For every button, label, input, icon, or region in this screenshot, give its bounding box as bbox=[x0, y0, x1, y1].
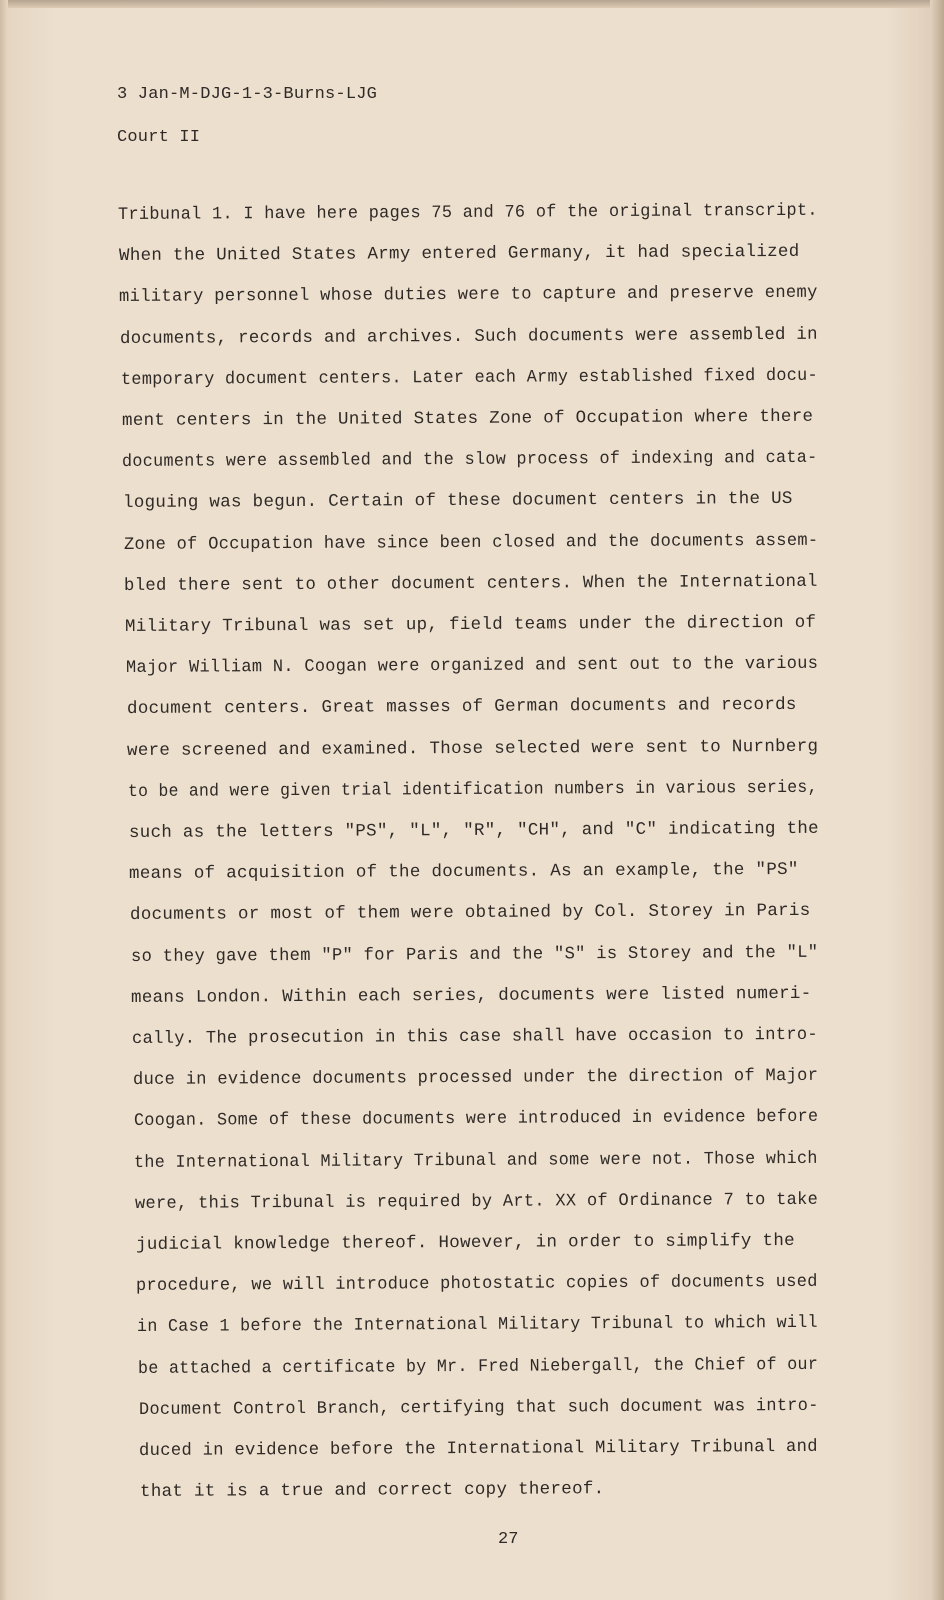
transcript-line: document centers. Great masses of German documents and records bbox=[126, 695, 797, 720]
paper-top-edge bbox=[0, 0, 944, 8]
transcript-line: loguing was begun. Certain of these document centers in the US bbox=[122, 489, 793, 514]
transcript-line: bled there sent to other document centers. When the International bbox=[124, 571, 819, 596]
court-label: Court II bbox=[117, 128, 201, 147]
transcript-line: that it is a true and correct copy thereof. bbox=[139, 1479, 605, 1503]
paper-right-edge bbox=[930, 0, 944, 1600]
transcript-line: to be and were given trial identification numbers in various series, bbox=[127, 777, 818, 802]
transcript-line: duced in evidence before the International Military Tribunal and bbox=[139, 1436, 819, 1461]
transcript-line: means of acquisition of the documents. As an example, the "PS" bbox=[129, 860, 800, 885]
transcript-line: documents were assembled and the slow process of indexing and cata- bbox=[122, 447, 818, 473]
transcript-line: duce in evidence documents processed under the direction of Major bbox=[132, 1066, 819, 1091]
transcript-line: Military Tribunal was set up, field teams under the direction of bbox=[125, 612, 817, 637]
transcript-line: Major William N. Coogan were organized and sent out to the various bbox=[125, 653, 819, 679]
transcript-line: procedure, we will introduce photostatic copies of documents used bbox=[136, 1272, 819, 1297]
page-number: 27 bbox=[498, 1530, 519, 1549]
transcript-line: temporary document centers. Later each Army established fixed docu- bbox=[120, 365, 818, 390]
transcript-line: so they gave them "P" for Paris and the "S" is Storey and the "L" bbox=[130, 942, 819, 967]
transcript-line: Tribunal 1. I have here pages 75 and 76 of the original transcript. bbox=[117, 200, 818, 225]
transcript-line: judicial knowledge thereof. However, in order to simplify the bbox=[135, 1230, 795, 1255]
transcript-line: were, this Tribunal is required by Art. XX of Ordinance 7 to take bbox=[134, 1189, 819, 1214]
transcript-line: the International Military Tribunal and some were not. Those which bbox=[134, 1148, 819, 1173]
transcript-line: cally. The prosecution in this case shall have occasion to intro- bbox=[132, 1024, 819, 1049]
transcript-line: in Case 1 before the International Military Tribunal to which will bbox=[137, 1313, 819, 1338]
transcript-line: documents or most of them were obtained by Col. Storey in Paris bbox=[130, 901, 811, 926]
paper-left-edge bbox=[0, 0, 8, 1600]
transcript-line: Zone of Occupation have since been closed and the documents assem- bbox=[123, 530, 819, 555]
transcript-line: documents, records and archives. Such documents were assembled in bbox=[120, 324, 819, 349]
transcript-line: such as the letters "PS", "L", "R", "CH", and "C" indicating the bbox=[128, 818, 819, 843]
transcript-line: military personnel whose duties were to capture and preserve enemy bbox=[119, 283, 819, 308]
transcript-line: be attached a certificate by Mr. Fred Niebergall, the Chief of our bbox=[137, 1354, 819, 1379]
transcript-line: Document Control Branch, certifying that such document was intro- bbox=[138, 1395, 819, 1420]
transcript-line: means London. Within each series, documents were listed numeri- bbox=[131, 983, 813, 1008]
transcript-line: When the United States Army entered Germany, it had specialized bbox=[118, 242, 800, 267]
transcript-line: were screened and examined. Those selected were sent to Nurnberg bbox=[127, 736, 819, 761]
document-reference: 3 Jan-M-DJG-1-3-Burns-LJG bbox=[117, 85, 378, 104]
transcript-line: Coogan. Some of these documents were introduced in evidence before bbox=[133, 1107, 819, 1132]
transcript-line: ment centers in the United States Zone of Occupation where there bbox=[121, 406, 813, 431]
